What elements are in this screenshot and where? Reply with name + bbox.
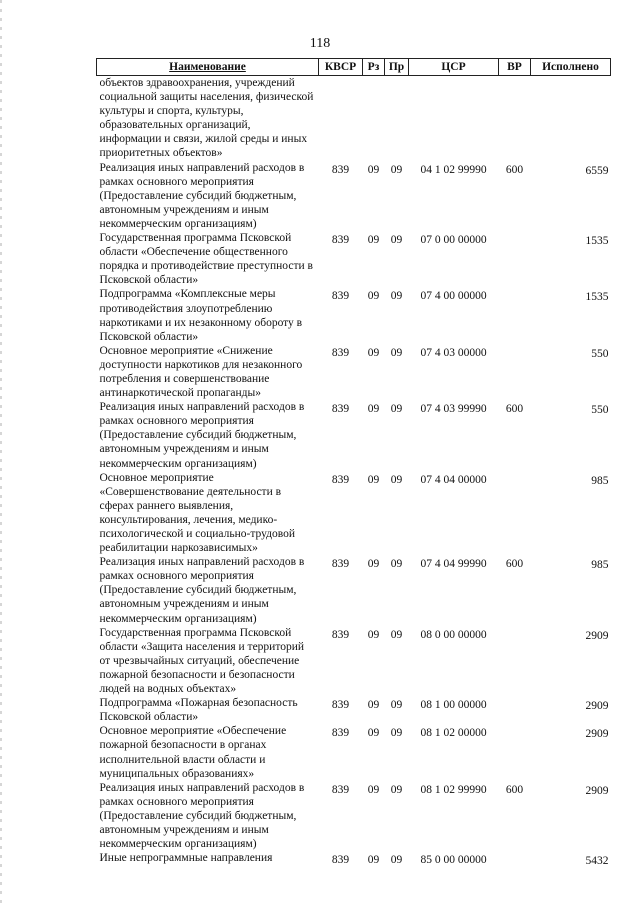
cell-csr: 07 4 03 99990 — [420, 403, 487, 416]
cell-name: Реализация иных направлений расходов в рамках основного мероприятия (Предоставление субсидий бюджетным, автономным учреждениям и иным некоммерческим организациям) — [99, 556, 305, 625]
header-vr: ВР — [499, 59, 531, 76]
cell-csr: 08 1 02 00000 — [420, 727, 487, 740]
table-row — [97, 287, 611, 343]
cell-name: Основное мероприятие «Обеспечение пожарной безопасности в органах исполнительной власти области и муниципальных образованиях» — [99, 725, 287, 780]
cell-pr: 09 — [390, 628, 403, 641]
scan-edge-artifact — [0, 0, 2, 905]
cell-kvsr: 839 — [331, 854, 350, 867]
cell-kvsr: 839 — [331, 783, 350, 796]
cell-vr — [499, 851, 531, 868]
cell-csr: 08 0 00 00000 — [420, 628, 487, 641]
cell-pr: 09 — [390, 783, 403, 796]
table-row — [97, 555, 611, 625]
cell-kvsr: 839 — [331, 346, 350, 359]
cell-csr: 07 4 04 99990 — [420, 558, 487, 571]
cell-vr — [499, 231, 531, 287]
cell-executed: 1535 — [585, 235, 609, 248]
cell-executed: 2909 — [585, 629, 609, 642]
cell-vr: 600 — [505, 783, 524, 796]
page-number: 118 — [309, 36, 331, 51]
cell-rz — [363, 76, 385, 161]
cell-name: Основное мероприятие «Совершенствование деятельности в сферах раннего выявления, консультирования, лечения, медико-психологической и социально-трудовой реабилитации наркозависимых» — [99, 471, 296, 555]
cell-pr: 09 — [390, 163, 403, 176]
cell-csr: 07 0 00 00000 — [420, 234, 487, 247]
cell-kvsr: 839 — [331, 558, 350, 571]
cell-name: объектов здравоохранения, учреждений социальной защиты населения, физической культуры и спорта, культуры, образовательных организаций, информации и связи, жилой среды и иных приоритетных объектов» — [99, 77, 314, 160]
cell-csr: 85 0 00 00000 — [420, 854, 487, 867]
cell-csr: 07 4 04 00000 — [420, 473, 487, 486]
cell-executed: 2909 — [585, 784, 609, 797]
cell-pr: 09 — [390, 234, 403, 247]
cell-pr: 09 — [390, 727, 403, 740]
cell-name: Государственная программа Псковской области «Обеспечение общественного порядка и противодействие преступности в Псковской области» — [99, 232, 313, 287]
cell-pr: 09 — [390, 558, 403, 571]
cell-rz: 09 — [367, 163, 380, 176]
cell-vr — [499, 287, 531, 343]
cell-csr: 07 4 00 00000 — [420, 290, 487, 303]
cell-kvsr: 839 — [331, 234, 350, 247]
cell-name: Подпрограмма «Комплексные меры противодействия злоупотреблению наркотиками и их незаконному обороту в Псковской области» — [99, 288, 303, 343]
cell-executed: 6559 — [585, 164, 609, 177]
cell-rz: 09 — [367, 290, 380, 303]
cell-name: Реализация иных направлений расходов в рамках основного мероприятия (Предоставление субсидий бюджетным, автономным учреждениям и иным некоммерческим организациям) — [99, 161, 305, 230]
cell-kvsr: 839 — [331, 163, 350, 176]
cell-executed — [531, 76, 611, 161]
table-row — [97, 781, 611, 851]
cell-name: Основное мероприятие «Снижение доступности наркотиков для незаконного потребления и совершенствование антинаркотической пропаганды» — [99, 344, 303, 400]
cell-vr: 600 — [505, 403, 524, 416]
table-header — [97, 59, 611, 76]
cell-csr: 08 1 00 00000 — [420, 699, 487, 712]
cell-csr — [409, 76, 499, 161]
table-body — [97, 76, 611, 869]
cell-rz: 09 — [367, 783, 380, 796]
cell-rz: 09 — [367, 727, 380, 740]
budget-table — [96, 58, 611, 868]
cell-kvsr: 839 — [331, 727, 350, 740]
cell-vr — [499, 696, 531, 724]
header-name: Наименование — [97, 59, 319, 76]
cell-name: Реализация иных направлений расходов в рамках основного мероприятия (Предоставление субсидий бюджетным, автономным учреждениям и иным некоммерческим организациям) — [99, 401, 305, 470]
cell-rz: 09 — [367, 473, 380, 486]
cell-executed: 550 — [591, 404, 609, 417]
cell-name: Иные непрограммные направления — [99, 852, 273, 865]
cell-vr — [499, 76, 531, 161]
cell-pr: 09 — [390, 346, 403, 359]
cell-pr: 09 — [390, 403, 403, 416]
table-row — [97, 161, 611, 231]
header-kvsr: КВСР — [319, 59, 363, 76]
cell-kvsr: 839 — [331, 473, 350, 486]
header-executed: Исполнено — [531, 59, 611, 76]
cell-pr: 09 — [390, 699, 403, 712]
table-row — [97, 400, 611, 470]
header-pr: Пр — [385, 59, 409, 76]
table-row — [97, 471, 611, 556]
cell-kvsr: 839 — [331, 403, 350, 416]
cell-rz: 09 — [367, 699, 380, 712]
cell-pr: 09 — [390, 290, 403, 303]
table-row — [97, 851, 611, 868]
cell-rz: 09 — [367, 346, 380, 359]
table-row — [97, 626, 611, 696]
cell-csr: 08 1 02 99990 — [420, 783, 487, 796]
cell-vr — [499, 626, 531, 696]
table-row — [97, 696, 611, 724]
cell-vr — [499, 344, 531, 400]
cell-kvsr: 839 — [331, 290, 350, 303]
cell-executed: 985 — [591, 474, 609, 487]
cell-pr — [385, 76, 409, 161]
cell-rz: 09 — [367, 234, 380, 247]
cell-executed: 550 — [591, 347, 609, 360]
cell-vr — [499, 724, 531, 780]
cell-kvsr — [319, 76, 363, 161]
cell-rz: 09 — [367, 403, 380, 416]
cell-kvsr: 839 — [331, 628, 350, 641]
cell-executed: 985 — [591, 559, 609, 572]
cell-rz: 09 — [367, 558, 380, 571]
table-row — [97, 76, 611, 161]
cell-vr: 600 — [505, 163, 524, 176]
header-csr: ЦСР — [409, 59, 499, 76]
cell-name: Подпрограмма «Пожарная безопасность Псковской области» — [99, 697, 298, 724]
table-row — [97, 231, 611, 287]
cell-executed: 2909 — [585, 700, 609, 713]
cell-vr: 600 — [505, 558, 524, 571]
cell-csr: 04 1 02 99990 — [420, 163, 487, 176]
cell-pr: 09 — [390, 473, 403, 486]
table-row — [97, 344, 611, 400]
cell-executed: 5432 — [585, 855, 609, 868]
table-row — [97, 724, 611, 780]
header-rz: Рз — [363, 59, 385, 76]
cell-pr: 09 — [390, 854, 403, 867]
cell-name: Государственная программа Псковской области «Защита населения и территорий от чрезвычайных ситуаций, обеспечение пожарной безопасности и безопасности людей на водных объектах» — [99, 626, 305, 696]
cell-executed: 1535 — [585, 291, 609, 304]
cell-csr: 07 4 03 00000 — [420, 346, 487, 359]
cell-vr — [499, 471, 531, 556]
cell-executed: 2909 — [585, 728, 609, 741]
cell-rz: 09 — [367, 628, 380, 641]
cell-name: Реализация иных направлений расходов в рамках основного мероприятия (Предоставление субсидий бюджетным, автономным учреждениям и иным некоммерческим организациям) — [99, 781, 305, 851]
cell-kvsr: 839 — [331, 699, 350, 712]
cell-rz: 09 — [367, 854, 380, 867]
